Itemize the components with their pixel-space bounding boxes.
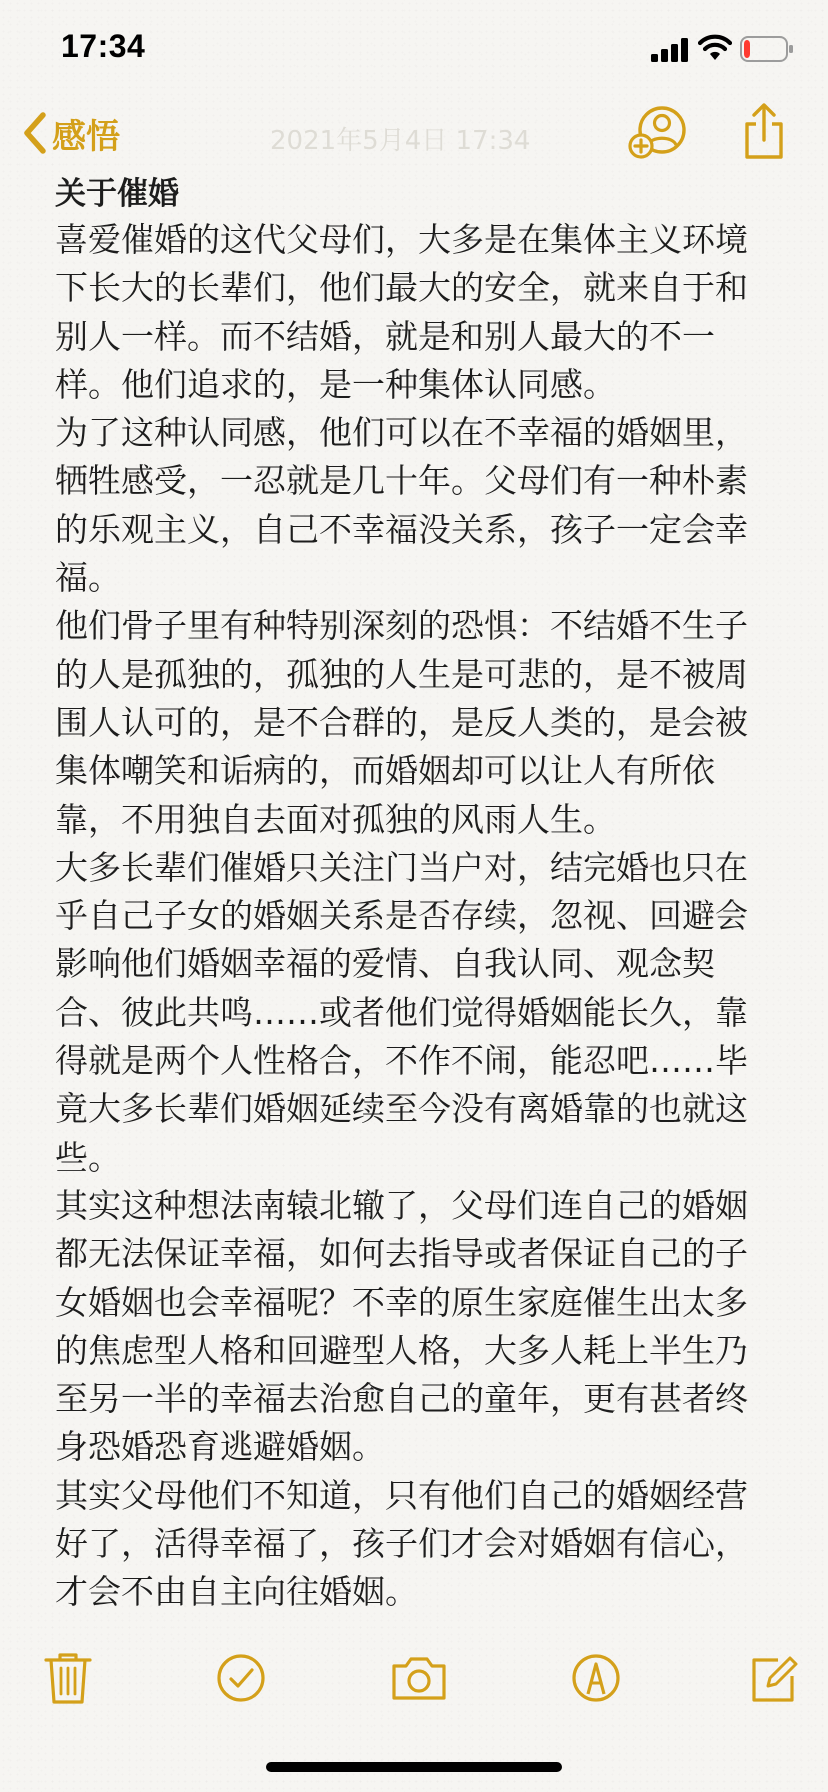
checklist-button[interactable] — [215, 1650, 267, 1706]
battery-icon — [740, 36, 794, 62]
note-paragraph: 他们骨子里有种特别深刻的恐惧：不结婚不生子的人是孤独的，孤独的人生是可悲的，是不被周围人认可的，是不合群的，是反人类的，是会被集体嘲笑和诟病的，而婚姻却可以让人有所依靠，不用独自去面对孤独的风雨人生。 — [55, 606, 748, 839]
compose-button[interactable] — [748, 1650, 800, 1706]
note-title: 关于催婚 — [55, 176, 179, 212]
chevron-left-icon — [22, 111, 48, 155]
navigation-bar — [0, 96, 828, 166]
note-paragraph: 大多长辈们催婚只关注门当户对，结完婚也只在乎自己子女的婚姻关系是否存续，忽视、回避会影响他们婚姻幸福的爱情、自我认同、观念契合、彼此共鸣……或者他们觉得婚姻能长久，靠得就是两个人性格合，不作不闹，能忍吧……毕竟大多长辈们婚姻延续至今没有离婚靠的也就这些。 — [55, 847, 748, 1177]
note-paragraph: 其实这种想法南辕北辙了，父母们连自己的婚姻都无法保证幸福，如何去指导或者保证自己的子女婚姻也会幸福呢？不幸的原生家庭催生出太多的焦虑型人格和回避型人格，大多人耗上半生乃至另一半的幸福去治愈自己的童年，更有甚者终身恐婚恐育逃避婚姻。 — [55, 1185, 748, 1467]
delete-button[interactable] — [42, 1650, 94, 1706]
share-icon[interactable] — [740, 102, 788, 162]
add-person-icon[interactable] — [628, 104, 688, 160]
markup-button[interactable] — [570, 1650, 622, 1706]
checklist-icon — [215, 1650, 267, 1706]
note-paragraph: 其实父母他们不知道，只有他们自己的婚姻经营好了，活得幸福了，孩子们才会对婚姻有信心，才会不由自主向往婚姻。 — [55, 1475, 748, 1612]
back-button[interactable] — [22, 106, 120, 160]
bottom-toolbar — [0, 1650, 828, 1710]
camera-icon — [390, 1650, 448, 1706]
markup-icon — [570, 1650, 622, 1706]
wifi-icon — [698, 34, 732, 62]
note-paragraph: 为了这种认同感，他们可以在不幸福的婚姻里，牺牲感受，一忍就是几十年。父母们有一种朴素的乐观主义，自己不幸福没关系，孩子一定会幸福。 — [55, 413, 748, 598]
status-time: 17:34 — [61, 28, 146, 64]
home-indicator[interactable] — [266, 1762, 562, 1772]
back-label: 感悟 — [52, 116, 120, 157]
trash-icon — [42, 1650, 94, 1706]
compose-icon — [748, 1650, 800, 1706]
note-date: 2021年5月4日 17:34 — [270, 126, 531, 156]
note-paragraph: 喜爱催婚的这代父母们，大多是在集体主义环境下长大的长辈们，他们最大的安全，就来自于和别人一样。而不结婚，就是和别人最大的不一样。他们追求的，是一种集体认同感。 — [55, 220, 748, 404]
note-body[interactable] — [55, 172, 775, 1617]
status-bar — [0, 0, 828, 90]
signal-icon — [651, 38, 691, 62]
camera-button[interactable] — [390, 1650, 448, 1706]
